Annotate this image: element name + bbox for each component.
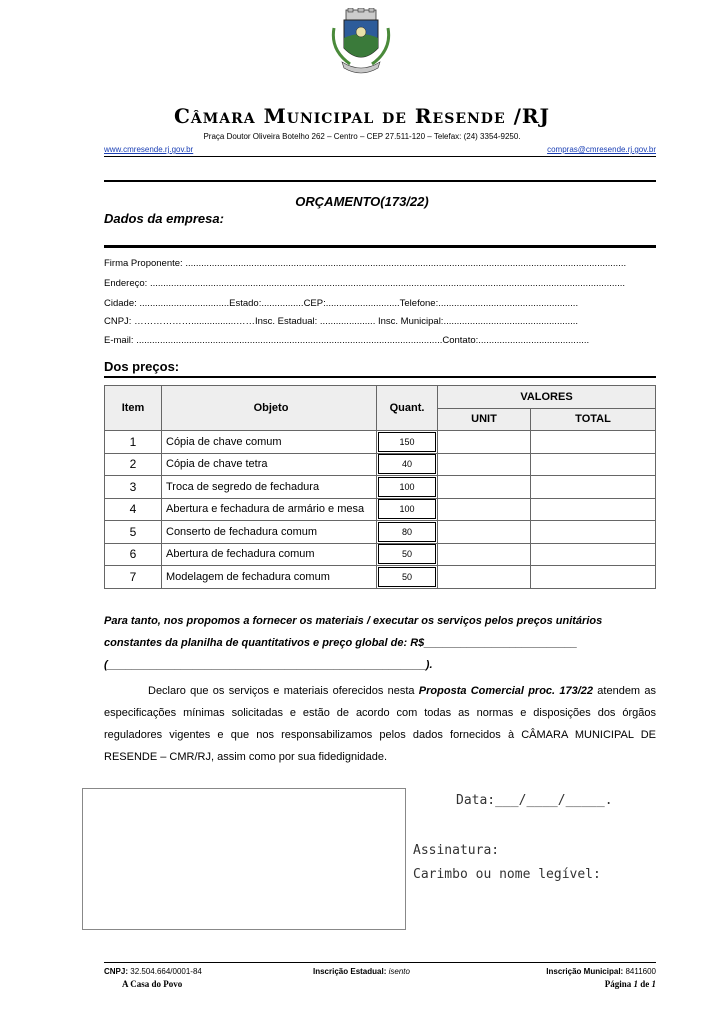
- email-contact-field[interactable]: E-mail: ....................................................................................................................Contato:..........................................: [104, 335, 590, 346]
- stamp-name-label: Carimbo ou nome legível:: [413, 867, 601, 882]
- declaration-text: Declaro que os serviços e materiais oferecidos nesta: [148, 685, 419, 697]
- city-state-cep-phone-field[interactable]: Cidade: ..................................Estado:................CEP:............................Telefone:.....................................................: [104, 298, 579, 309]
- row-quantity: 150: [378, 432, 436, 452]
- total-price-cell[interactable]: [531, 521, 656, 544]
- address-field[interactable]: Endereço: ....................................................................................................................................................................................: [104, 278, 626, 289]
- document-title: ORÇAMENTO(173/22): [295, 194, 429, 209]
- cnpj-value: 32.504.664/0001-84: [130, 967, 202, 976]
- table-row: [105, 476, 656, 499]
- row-item-number: 1: [105, 431, 162, 454]
- row-object: Modelagem de fechadura comum: [162, 566, 377, 589]
- divider: [104, 376, 656, 378]
- unit-price-cell[interactable]: [438, 543, 531, 566]
- table-row: [105, 431, 656, 454]
- table-row: [105, 566, 656, 589]
- footer-motto: A Casa do Povo: [122, 979, 183, 989]
- col-header-quantity: Quant.: [377, 386, 438, 431]
- unit-price-cell[interactable]: [438, 498, 531, 521]
- row-item-number: 4: [105, 498, 162, 521]
- unit-price-cell[interactable]: [438, 521, 531, 544]
- row-item-number: 2: [105, 453, 162, 476]
- cnpj-registration-field[interactable]: CNPJ: ……………….................……Insc. Estadual: ..................... Insc. Municipal:...................................................: [104, 316, 579, 327]
- total-price-cell[interactable]: [531, 453, 656, 476]
- divider: [104, 245, 656, 248]
- coat-of-arms-logo: [330, 8, 392, 78]
- organization-title: Câmara Municipal de Resende /RJ: [174, 104, 550, 128]
- table-row: [105, 521, 656, 544]
- organization-address: Praça Doutor Oliveira Botelho 262 – Centro – CEP 27.511-120 – Telefax: (24) 3354-9250.: [203, 132, 521, 141]
- table-row: [105, 498, 656, 521]
- declaration-text: atendem as especificações mínimas solicitadas e estão de acordo com todas as normas e disposições dos órgãos reguladores vigentes e que nos responsabilizamos pelos dados fornecidos à CÂMARA MUNICIPAL DE RESENDE – CMR/RJ, assim como por sua fidedignidade.: [104, 685, 656, 763]
- company-stamp-box[interactable]: [82, 788, 406, 930]
- page-of: de: [640, 979, 650, 989]
- row-object: Abertura de fechadura comum: [162, 543, 377, 566]
- table-row: [105, 453, 656, 476]
- page-current: 1: [633, 979, 638, 989]
- col-header-object: Objeto: [162, 386, 377, 431]
- page-number: [605, 979, 656, 989]
- proposal-text: [104, 610, 656, 676]
- row-item-number: 5: [105, 521, 162, 544]
- row-object: Conserto de fechadura comum: [162, 521, 377, 544]
- company-section-heading: Dados da empresa:: [104, 211, 224, 226]
- footer-cnpj: [104, 967, 202, 976]
- total-price-cell[interactable]: [531, 566, 656, 589]
- cnpj-label: CNPJ:: [104, 967, 129, 976]
- row-object: Cópia de chave tetra: [162, 453, 377, 476]
- col-header-unit: UNIT: [438, 408, 531, 431]
- table-row: [105, 543, 656, 566]
- row-quantity: 40: [378, 454, 436, 474]
- unit-price-cell[interactable]: [438, 476, 531, 499]
- items-table: [104, 385, 656, 589]
- ie-label: Inscrição Estadual:: [313, 967, 387, 976]
- total-price-cell[interactable]: [531, 498, 656, 521]
- unit-price-cell[interactable]: [438, 431, 531, 454]
- row-item-number: 3: [105, 476, 162, 499]
- total-price-cell[interactable]: [531, 476, 656, 499]
- header-divider: [104, 156, 656, 157]
- prices-section-heading: Dos preços:: [104, 359, 180, 374]
- row-object: Troca de segredo de fechadura: [162, 476, 377, 499]
- col-header-values: VALORES: [438, 386, 656, 409]
- declaration-paragraph: [104, 680, 656, 768]
- declaration-proposal-ref: Proposta Comercial proc. 173/22: [418, 685, 594, 697]
- footer-divider: [104, 962, 656, 963]
- date-field[interactable]: Data:___/____/_____.: [456, 793, 613, 808]
- row-object: Cópia de chave comum: [162, 431, 377, 454]
- divider: [104, 180, 656, 182]
- email-link[interactable]: compras@cmresende.rj.gov.br: [547, 145, 656, 154]
- proposal-line: Para tanto, nos propomos a fornecer os materiais / executar os serviços pelos preços unitários: [104, 615, 603, 627]
- ie-value: isento: [388, 967, 410, 976]
- signature-label: Assinatura:: [413, 843, 500, 858]
- page-label: Página: [604, 979, 632, 989]
- row-quantity: 50: [378, 567, 436, 587]
- website-link[interactable]: www.cmresende.rj.gov.br: [104, 145, 194, 154]
- row-quantity: 100: [378, 477, 436, 497]
- row-item-number: 6: [105, 543, 162, 566]
- im-label: Inscrição Municipal:: [546, 967, 624, 976]
- firm-field[interactable]: Firma Proponente: .......................................................................................................................................................................: [104, 258, 627, 269]
- im-value: 8411600: [625, 967, 656, 976]
- proposal-line[interactable]: constantes da planilha de quantitativos e preço global de: R$_________________________: [104, 637, 578, 649]
- row-quantity: 50: [378, 544, 436, 564]
- unit-price-cell[interactable]: [438, 453, 531, 476]
- unit-price-cell[interactable]: [438, 566, 531, 589]
- proposal-line[interactable]: (____________________________________________________).: [104, 659, 433, 671]
- col-header-total: TOTAL: [531, 408, 656, 431]
- row-quantity: 80: [378, 522, 436, 542]
- footer-state-registration: [313, 967, 410, 976]
- footer-municipal-registration: [546, 967, 656, 976]
- row-object: Abertura e fechadura de armário e mesa: [162, 498, 377, 521]
- page-total: 1: [651, 979, 656, 989]
- row-item-number: 7: [105, 566, 162, 589]
- total-price-cell[interactable]: [531, 431, 656, 454]
- row-quantity: 100: [378, 499, 436, 519]
- col-header-item: Item: [105, 386, 162, 431]
- total-price-cell[interactable]: [531, 543, 656, 566]
